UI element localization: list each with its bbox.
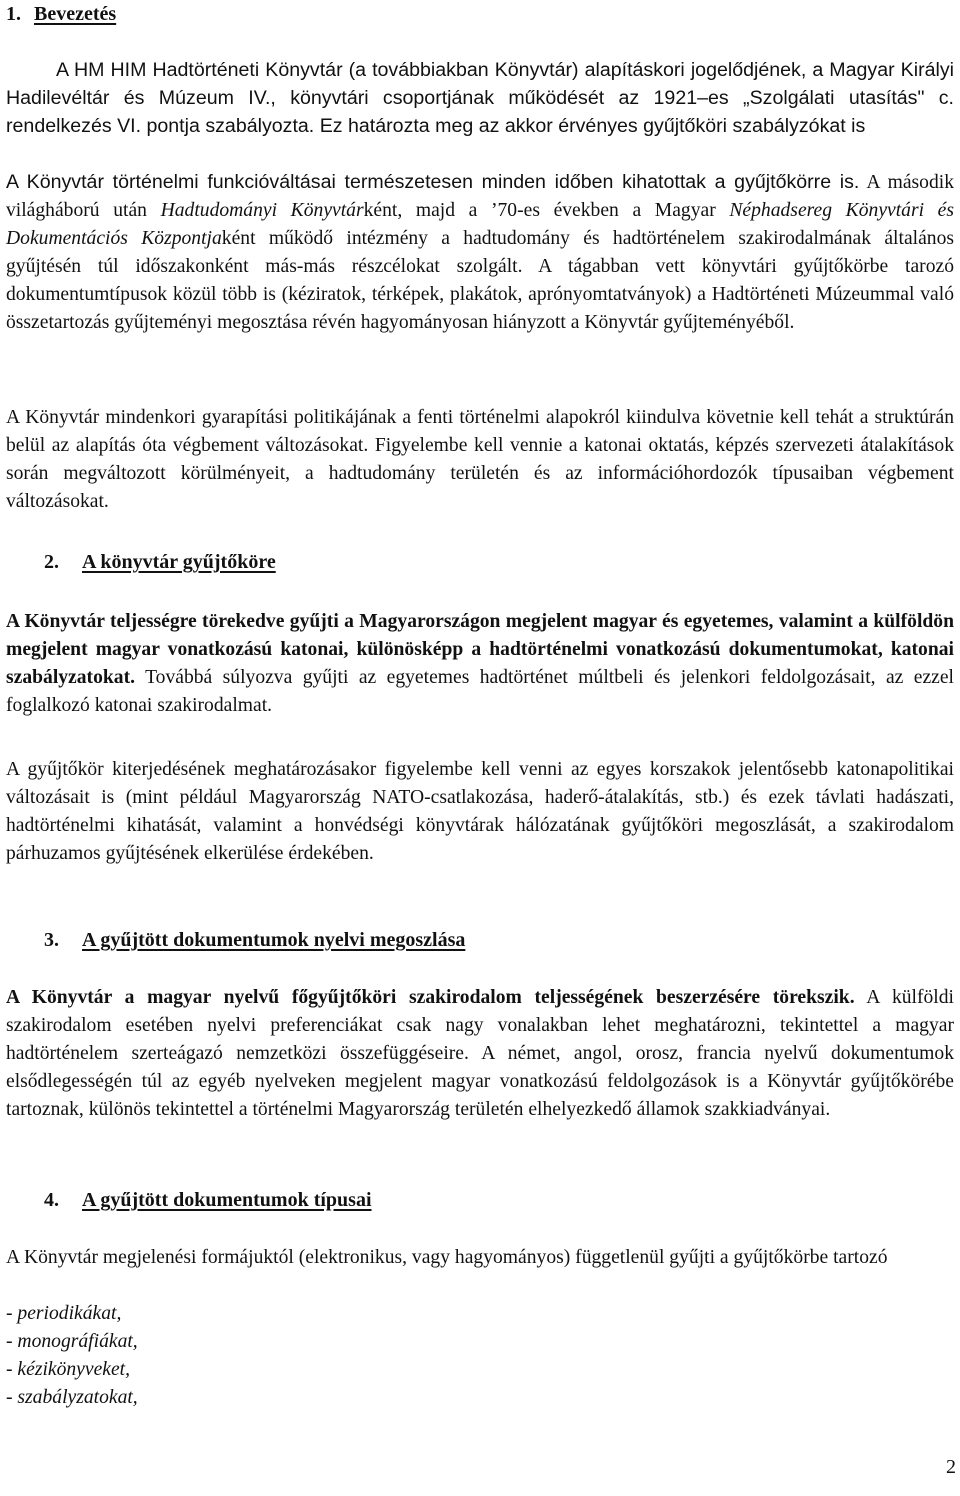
list-item: - kézikönyveket, [6, 1359, 131, 1380]
list-item: - szabályzatokat, [6, 1387, 138, 1408]
section-1-paragraph-1 [6, 56, 954, 140]
text-span: Ez határozta meg az akkor érvényes gyűjtőköri szabályzókat is [319, 115, 866, 137]
section-1-paragraph-3 [6, 404, 954, 516]
section-1-paragraph-2 [6, 168, 954, 337]
section-title: A könyvtár gyűjtőköre [82, 551, 276, 573]
text-span: „Szolgálati utasítás" c. rendelkezés VI. pontja szabályozta. [6, 87, 954, 137]
bold-text: A Könyvtár teljességre törekedve gyűjti a Magyarországon megjelent magyar és egyetemes, valamint a külföldön megjelent magyar vonatkozású katonai, különösképp a hadtörténelmi vonatkozású dokumentumokat, katonai szabályzatokat. [6, 611, 954, 688]
section-number: 1. [6, 3, 21, 25]
text-span: A Könyvtár mindenkori gyarapítási politikájának a fenti történelmi alapokról kiindulva követnie kell tehát a struktúrán belül az alapítás óta végbement változásokat. Figyelembe kell vennie a katonai oktatás, képzés szervezeti átalakítások során megváltozott körülményeit, a hadtudomány területén és az információhordozók típusaiban végbement változásokat. [6, 407, 954, 512]
text-span: A gyűjtőkör kiterjedésének meghatározásakor figyelembe kell venni az egyes korszakok jelentősebb katonapolitikai változásait is (mint például Magyarország NATO-csatlakozása, haderő-átalakítás, stb.) és ezek távlati hadászati, hadtörténelmi kihatását, valamint a honvédségi könyvtárak hálózatának gyűjtőköri megoszlását, a szakirodalom párhuzamos gyűjtésének elkerülése érdekében. [6, 759, 954, 864]
bold-text: A Könyvtár a magyar nyelvű főgyűjtőköri szakirodalom teljességének beszerzésére törekszik. [6, 987, 855, 1008]
section-number: 4. [44, 1189, 59, 1211]
section-heading-4 [44, 1186, 372, 1214]
italic-text: Hadtudományi Könyvtár [160, 200, 364, 221]
section-2-paragraph-2 [6, 756, 954, 868]
italic-text: Néphadsereg Könyvtári és Dokumentációs Központja [6, 200, 954, 249]
text-span: A HM HIM Hadtörténeti Könyvtár (a továbbiakban Könyvtár) alapításkori jogelődjének, a Magyar Királyi Hadilevéltár és Múzeum IV., könyvtári csoportjának működését az 1921–es [6, 59, 954, 109]
section-number: 3. [44, 929, 59, 951]
section-title: Bevezetés [34, 3, 117, 25]
section-3-paragraph-1 [6, 984, 954, 1124]
text-span: A Könyvtár történelmi funkcióváltásai természetesen minden időben kihatottak a gyűjtőkörre is. [6, 171, 860, 193]
document-type-list [6, 1300, 954, 1412]
section-4-paragraph-1 [6, 1244, 954, 1272]
list-item: - monográfiákat, [6, 1331, 138, 1352]
text-span: A második világháború után [6, 172, 955, 221]
paragraph-text [6, 56, 954, 140]
text-span: Továbbá súlyozva gyűjti az egyetemes hadtörténet múltbeli és jelenkori feldolgozásait, az ezzel foglalkozó katonai szakirodalmat. [6, 667, 955, 716]
text-span: ként működő intézmény a hadtudomány és hadtörténelem szakirodalmának általános gyűjtésén túl időszakonként más-más részcélokat szolgált. A tágabban vett könyvtári gyűjtőkörbe tarozó dokumentumtípusok közül több is (kéziratok, térképek, plakátok, aprónyomtatványok) a Hadtörténeti Múzeummal való összetartozás gyűjteményi megosztása révén hagyományosan hiányzott a Könyvtár gyűjteményéből. [6, 228, 955, 333]
list-item: - periodikákat, [6, 1303, 122, 1324]
page-number: 2 [946, 1456, 956, 1478]
text-span: A Könyvtár megjelenési formájuktól (elektronikus, vagy hagyományos) függetlenül gyűjti a gyűjtőkörbe tartozó [6, 1247, 888, 1268]
text-span: A külföldi szakirodalom esetében nyelvi preferenciákat csak nagy vonalakban lehet meghatározni, tekintettel a magyar hadtörténelem szerteágazó nemzetközi összefüggéseire. A német, angol, orosz, francia nyelvű dokumentumok elsődlegességén túl az egyéb nyelveken megjelent magyar vonatkozású feldolgozások is a Könyvtár gyűjtőkörébe tartoznak, különös tekintettel a történelmi Magyarország területén elhelyezkedő államok szakkiadványai. [6, 987, 954, 1120]
section-title: A gyűjtött dokumentumok nyelvi megoszlása [82, 929, 466, 951]
section-2-paragraph-1 [6, 608, 954, 720]
section-heading-1 [6, 0, 116, 28]
section-heading-2 [44, 548, 276, 576]
section-number: 2. [44, 551, 59, 573]
text-span: ként, majd a ’70-es években a Magyar [363, 200, 716, 221]
section-title: A gyűjtött dokumentumok típusai [82, 1189, 372, 1211]
section-heading-3 [44, 926, 465, 954]
